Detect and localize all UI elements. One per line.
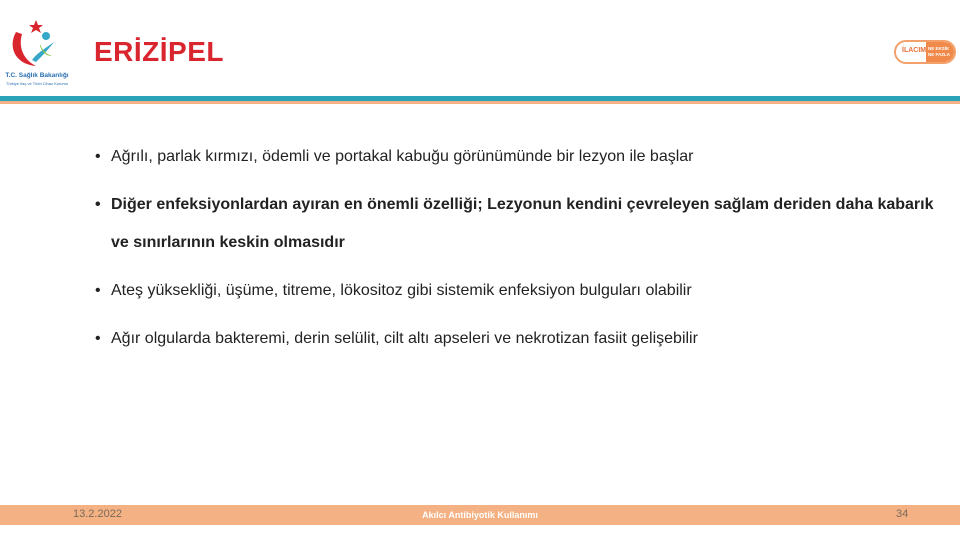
footer-date: 13.2.2022 [73,508,122,520]
page-number: 34 [896,508,909,520]
bullet-text: Ateş yüksekliği, üşüme, titreme, lökositoz gibi sistemik enfeksiyon bulguları olabilir [111,282,692,299]
bullet-item [87,320,947,358]
footer-bar [0,505,960,525]
logo-name: T.C. Sağlık Bakanlığı [5,72,69,79]
bullet-dot-icon: • [95,330,101,347]
bullet-text: Diğer enfeksiyonlardan ayıran en önemli özelliği; Lezyonun kendini çevreleyen sağlam deriden daha kabarık ve sınırlarının keskin olmasıdır [111,196,934,251]
ministry-logo [2,10,72,86]
page-title: ERİZİPEL [94,36,225,67]
bullet-dot-icon: • [95,148,101,165]
campaign-logo [894,40,956,64]
logo-subtitle: Türkiye İlaç ve Tıbbi Cihaz Kurumu [5,81,69,86]
campaign-logo-right [926,42,956,62]
bullet-text: Ağrılı, parlak kırmızı, ödemli ve portakal kabuğu görünümünde bir lezyon ile başlar [111,148,694,165]
bullet-item [87,186,947,262]
campaign-logo-line-1: NE EKSİK [928,46,950,51]
bullet-dot-icon: • [95,282,101,299]
bullet-list [87,138,947,358]
bullet-text: Ağır olgularda bakteremi, derin selülit, cilt altı apseleri ve nekrotizan fasiit gelişebilir [111,330,698,347]
campaign-logo-line-2: NE FAZLA [928,52,950,57]
bullet-item [87,272,947,310]
footer-title: Akılcı Antibiyotik Kullanımı [422,510,538,520]
bullet-dot-icon: • [95,196,101,213]
bullet-item [87,138,947,176]
ministry-emblem-icon [2,10,72,70]
campaign-logo-left: İLACIM [902,47,927,54]
header-divider-orange [0,101,960,104]
